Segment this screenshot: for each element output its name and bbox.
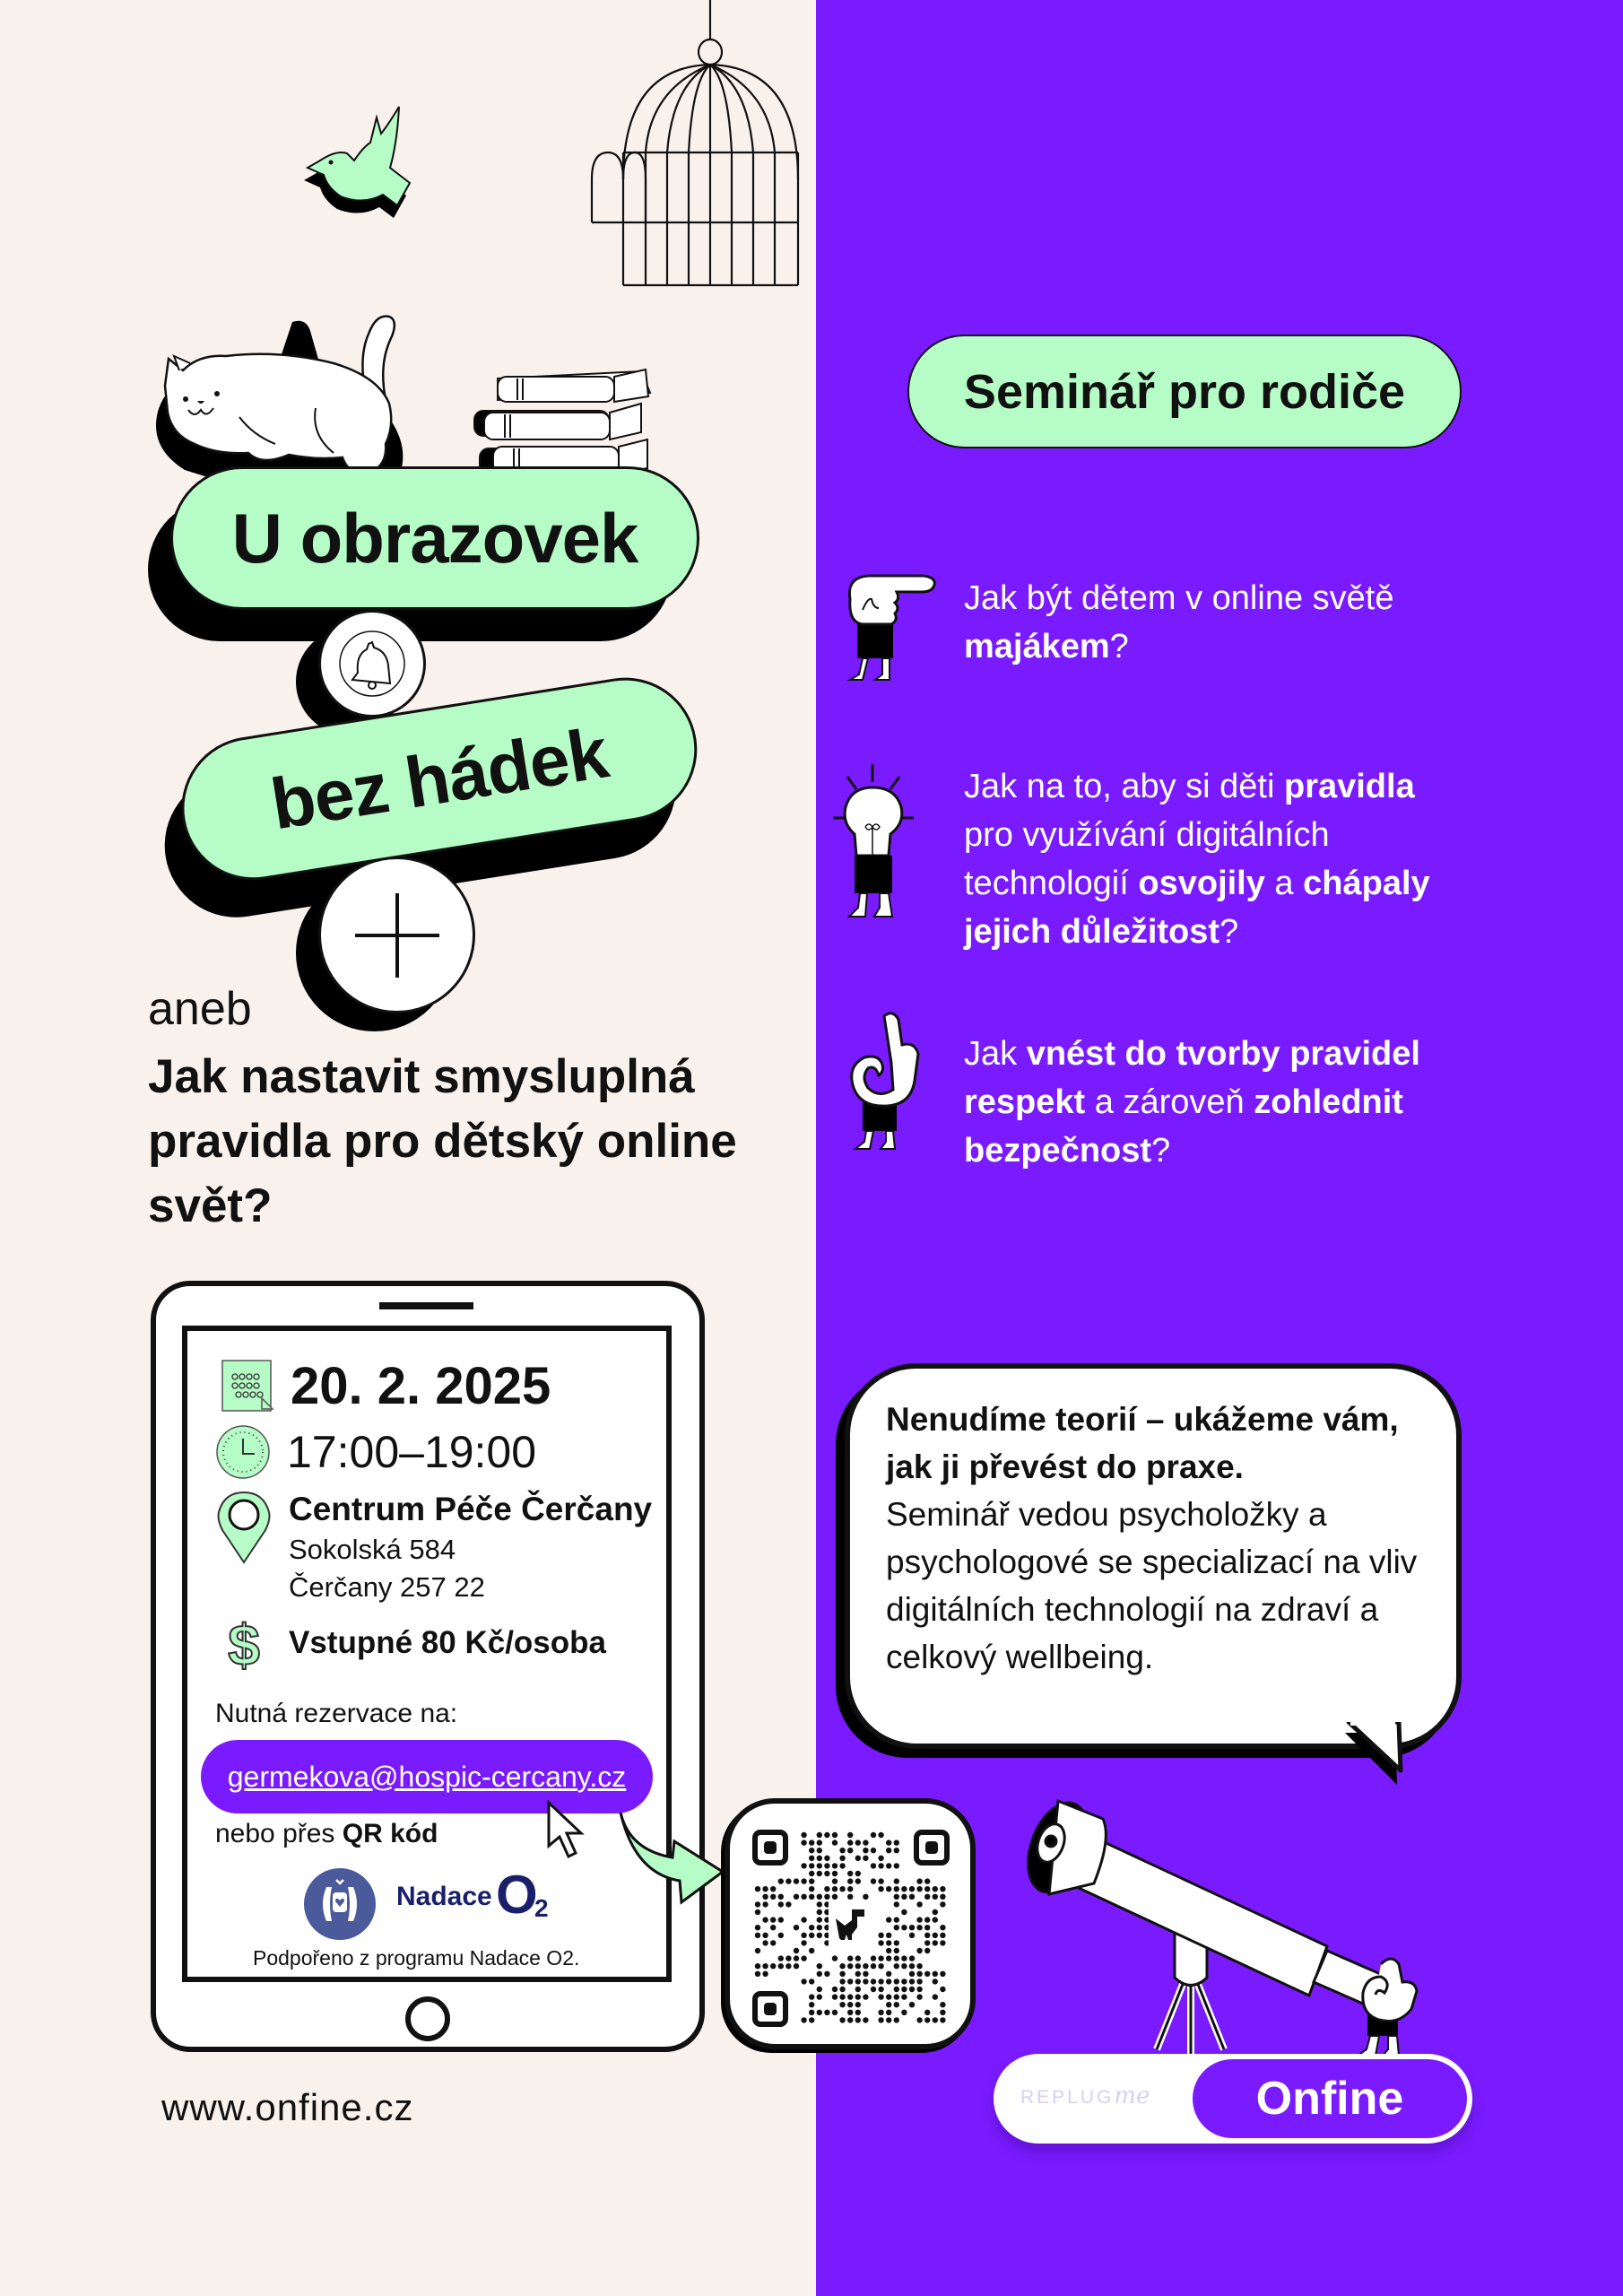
qr-hint-bold: QR kód: [342, 1819, 438, 1848]
bubble-bold-text: Nenudíme teorií – ukážeme vám, jak ji převést do praxe.: [886, 1401, 1399, 1485]
question-1: [964, 574, 1448, 671]
location-pin-icon: [217, 1491, 271, 1564]
venue-city: Čerčany 257 22: [289, 1571, 485, 1603]
price: Vstupné 80 Kč/osoba: [289, 1625, 606, 1660]
question-text: Jak: [964, 1035, 1027, 1073]
question-emphasis: vnést do tvorby pravidel respekt: [964, 1035, 1420, 1121]
title-pill-line2: bez hádek: [171, 667, 707, 891]
question-emphasis: chápaly jejich důležitost: [964, 865, 1430, 951]
replug-logo: [1020, 2083, 1150, 2109]
question-emphasis: zohlednit bezpečnost: [964, 1083, 1403, 1170]
email-link[interactable]: germekova@hospic-cercany.cz: [227, 1760, 627, 1793]
seminar-badge: Seminář pro rodiče: [907, 335, 1462, 448]
lightbulb-icon: [829, 762, 919, 924]
sponsor-o2-mark: O: [496, 1865, 538, 1925]
cursor-icon: [545, 1799, 590, 1862]
tablet-home-button: [405, 1996, 450, 2041]
qr-hint: [215, 1819, 438, 1849]
event-date: 20. 2. 2025: [291, 1357, 551, 1415]
pointing-hand-icon: [843, 572, 942, 689]
dollar-icon: [224, 1613, 264, 1675]
plus-icon: [348, 886, 447, 985]
qr-code-card[interactable]: [725, 1798, 976, 2049]
question-emphasis: majákem: [964, 628, 1110, 665]
sponsor-note: Podpořeno z programu Nadace O2.: [253, 1946, 580, 1970]
question-text: pro využívání digitálních technologií: [964, 816, 1330, 902]
question-text: ?: [1109, 628, 1129, 665]
plus-circle: [318, 857, 475, 1013]
reservation-label: Nutná rezervace na:: [215, 1699, 458, 1728]
qr-code[interactable]: [730, 1804, 970, 2044]
arrow-to-qr-icon: [619, 1807, 726, 1906]
qr-hint-prefix: nebo přes: [215, 1819, 343, 1848]
tablet-speaker: [379, 1302, 473, 1309]
bubble-body-text: Seminář vedou psycholožky a psychologové se specializací na vliv digitálních technologií na zdraví a celkový wellbeing.: [886, 1496, 1418, 1675]
speech-bubble-tail: [1345, 1722, 1417, 1794]
question-text: ?: [1219, 913, 1239, 951]
sponsor-name: Nadace: [396, 1882, 492, 1911]
time-row: [215, 1424, 536, 1480]
question-emphasis: osvojily: [1138, 865, 1265, 902]
onfine-logo: Onfine: [1193, 2059, 1467, 2138]
question-text: a zároveň: [1085, 1083, 1254, 1121]
title-pill-line1: U obrazovek: [170, 466, 699, 610]
books-icon: [471, 368, 655, 480]
question-3: [964, 1030, 1466, 1175]
replug-script: me: [1114, 2083, 1150, 2109]
event-time: 17:00–19:00: [287, 1427, 537, 1477]
svg-text:$: $: [228, 1613, 260, 1675]
date-row: [221, 1356, 551, 1416]
hospice-logo: [303, 1867, 377, 1941]
website-link[interactable]: www.onfine.cz: [161, 2086, 414, 2128]
bubble-text: [886, 1396, 1442, 1681]
bird-icon: [300, 103, 426, 229]
question-text: Jak na to, aby si děti: [964, 768, 1284, 805]
birdcage-icon: [583, 0, 803, 296]
replug-text: REPLUG: [1020, 2087, 1115, 2108]
venue-street: Sokolská 584: [289, 1534, 456, 1565]
aneb-text: aneb: [148, 983, 252, 1035]
question-emphasis: pravidla: [1283, 768, 1415, 805]
venue-name: Centrum Péče Čerčany: [289, 1491, 653, 1527]
question-text: ?: [1151, 1132, 1171, 1170]
calendar-icon: [221, 1359, 276, 1414]
question-2: [964, 762, 1466, 956]
telescope-icon: [1022, 1785, 1471, 2063]
question-text: Jak být dětem v online světě: [964, 579, 1394, 617]
clock-icon: [215, 1424, 271, 1480]
ok-hand-icon: [843, 1009, 928, 1152]
sponsor-o2-sub: 2: [534, 1894, 549, 1922]
question-text: a: [1264, 865, 1304, 902]
subtitle-question: Jak nastavit smysluplná pravidla pro dětský online svět?: [148, 1050, 737, 1232]
